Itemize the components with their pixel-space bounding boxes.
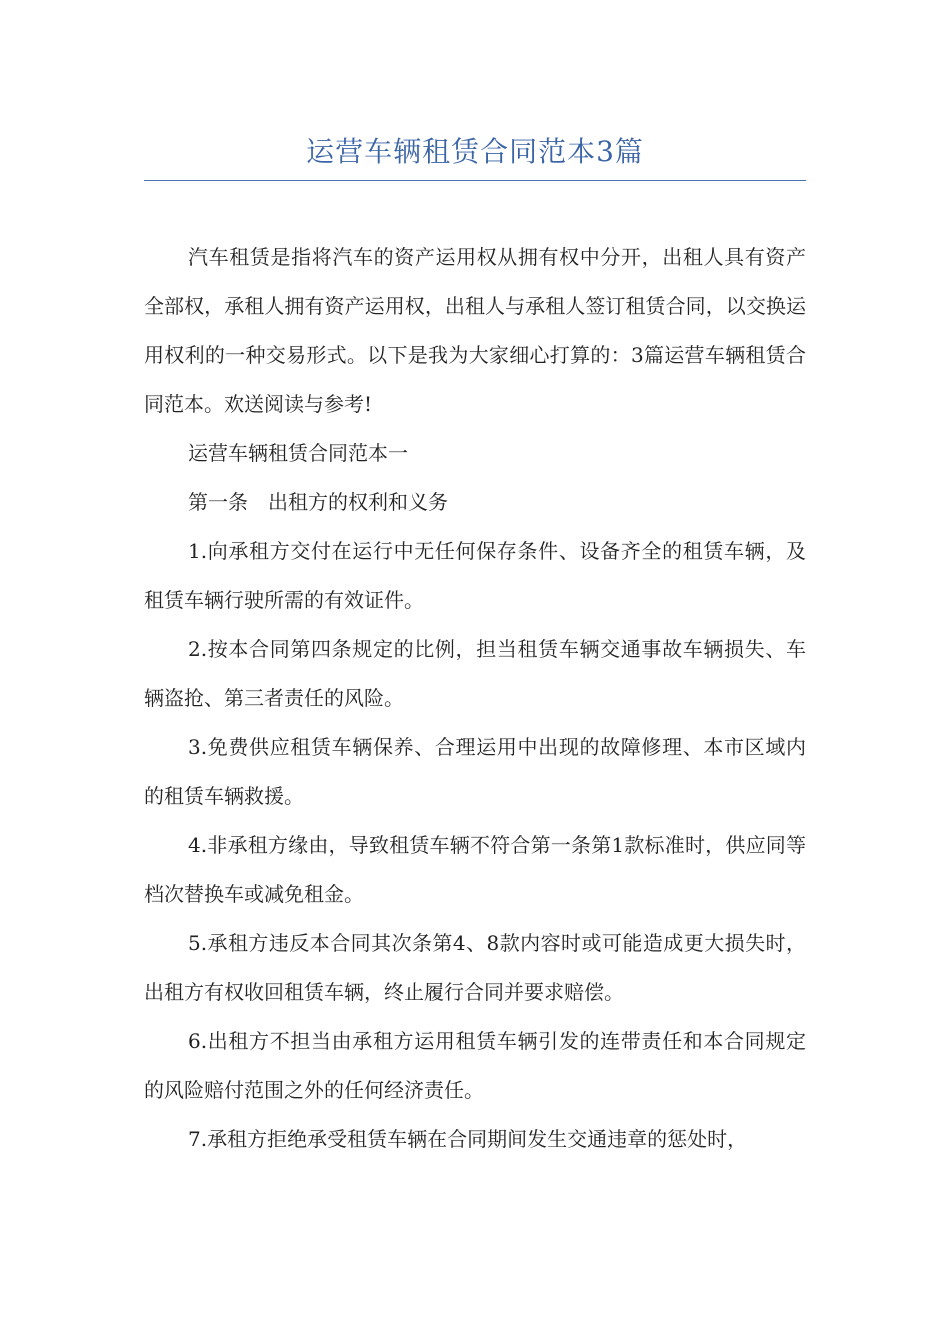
clause-paragraph: 7.承租方拒绝承受租赁车辆在合同期间发生交通违章的惩处时， [188,1127,748,1151]
article-heading: 第一条 出租方的权利和义务 [188,490,448,514]
section-heading: 运营车辆租赁合同范本一 [188,441,408,465]
clause-paragraph: 5.承租方违反本合同其次条第4、8款内容时或可能造成更大损失时，出租方有权收回租赁车辆，终止履行合同并要求赔偿。 [144,931,806,1004]
title-underline [144,180,806,181]
clause-paragraph: 2.按本合同第四条规定的比例，担当租赁车辆交通事故车辆损失、车辆盗抢、第三者责任的风险。 [144,637,806,710]
intro-paragraph: 汽车租赁是指将汽车的资产运用权从拥有权中分开，出租人具有资产全部权，承租人拥有资产运用权，出租人与承租人签订租赁合同，以交换运用权利的一种交易形式。以下是我为大家细心打算的：3篇运营车辆租赁合同范本。欢送阅读与参考! [144,245,806,416]
clause-paragraph: 1.向承租方交付在运行中无任何保存条件、设备齐全的租赁车辆，及租赁车辆行驶所需的有效证件。 [144,539,806,612]
clause-paragraph: 4.非承租方缘由，导致租赁车辆不符合第一条第1款标准时，供应同等档次替换车或减免租金。 [144,833,806,906]
document-title: 运营车辆租赁合同范本3篇 [306,135,644,168]
clause-paragraph: 6.出租方不担当由承租方运用租赁车辆引发的连带责任和本合同规定的风险赔付范围之外的任何经济责任。 [144,1029,806,1102]
clause-paragraph: 3.免费供应租赁车辆保养、合理运用中出现的故障修理、本市区域内的租赁车辆救援。 [144,735,806,808]
document-body [144,233,806,1164]
